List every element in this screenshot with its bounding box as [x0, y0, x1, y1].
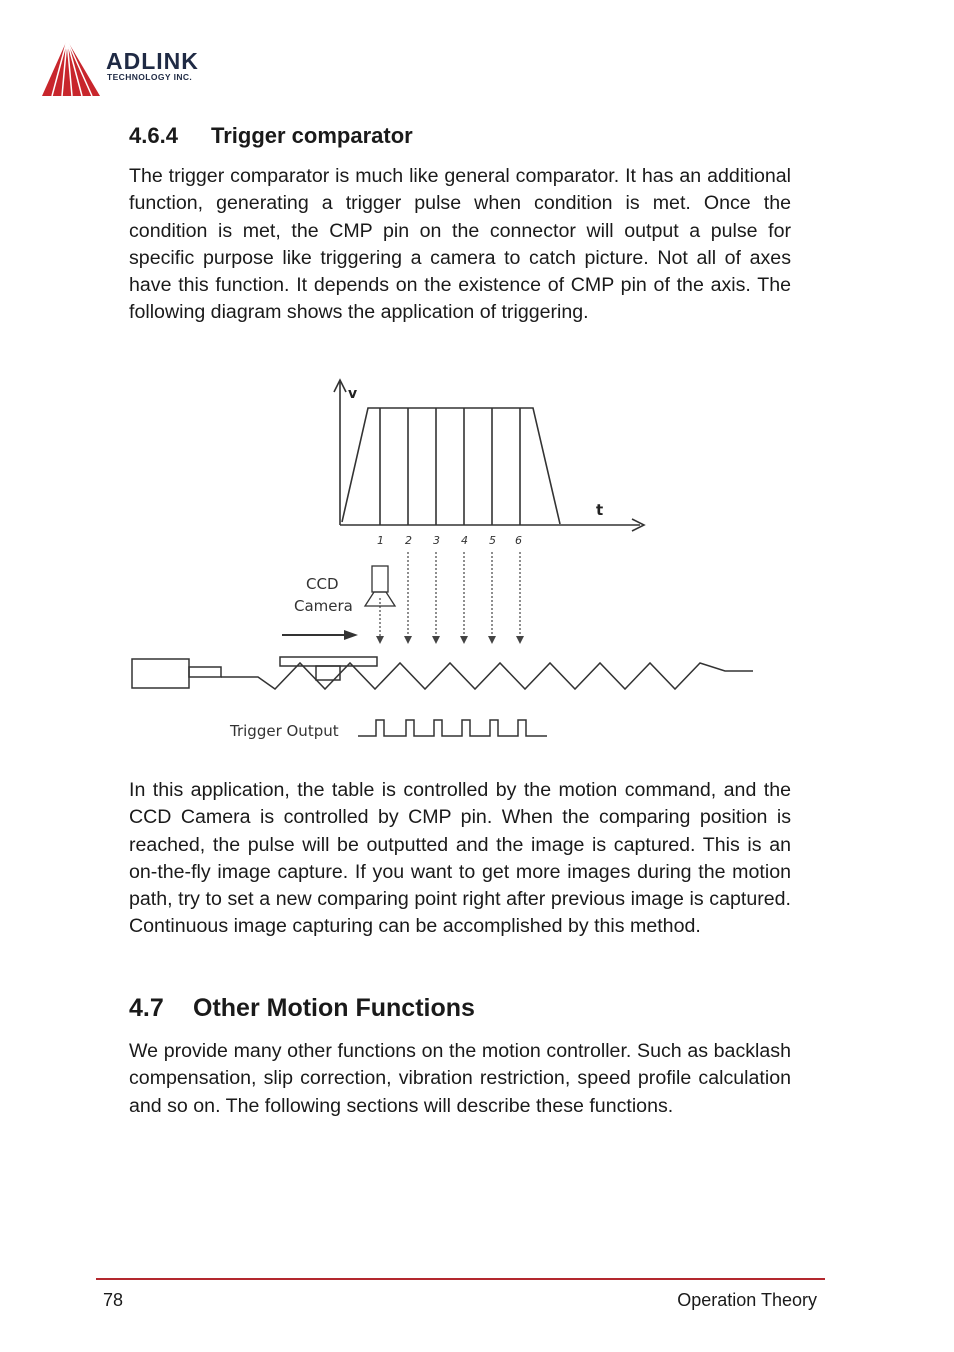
footer-rule [96, 1278, 825, 1280]
lead-screw [221, 663, 753, 689]
adlink-triangle-icon [42, 38, 112, 100]
logo-wordmark: ADLINK [106, 48, 199, 74]
section-title: Other Motion Functions [193, 994, 475, 1022]
table-slide [280, 657, 377, 666]
v-label: v [348, 386, 358, 402]
point-label: 4 [461, 534, 468, 547]
table-direction-arrow [282, 630, 358, 640]
section-number: 4.7 [129, 994, 164, 1022]
logo-tagline: TECHNOLOGY INC. [107, 72, 193, 82]
t-label: t [596, 501, 604, 519]
section-heading-4-7 [129, 994, 475, 1023]
trigger-pulse-train [358, 720, 547, 736]
footer-chapter-title: Operation Theory [677, 1290, 817, 1310]
section-title: Trigger comparator [211, 123, 413, 148]
camera-label-ccd: CCD [306, 575, 339, 593]
point-label: 3 [433, 534, 440, 547]
application-paragraph: In this application, the table is controlled by the motion command, and the CCD Camera is controlled by CMP pin. When the comparing position is reached, the pulse will be outputted and the image is captured. This is an on-the-fly image capture. If you want to get more images during the motion path, try to set a new comparing point right after previous image is captured. Continuous image capturing can be accomplished by this method. [129, 779, 791, 938]
point-label: 5 [489, 534, 496, 547]
other-functions-paragraph: We provide many other functions on the motion controller. Such as backlash compensation, slip correction, vibration restriction, speed profile calculation and so on. The following sections will describe these functions. [129, 1040, 791, 1117]
velocity-profile [342, 408, 560, 524]
motor-block [132, 659, 189, 688]
camera-label-camera: Camera [294, 597, 353, 615]
motor-shaft [189, 667, 221, 677]
trigger-diagram [120, 370, 770, 750]
point-label: 2 [405, 534, 412, 547]
trigger-output-label: Trigger Output [230, 722, 339, 740]
page-number: 78 [103, 1290, 124, 1310]
section-heading-4-6-4 [129, 123, 413, 149]
point-label: 6 [515, 534, 522, 547]
point-label: 1 [377, 534, 384, 547]
section-number: 4.6.4 [129, 123, 178, 148]
intro-paragraph: The trigger comparator is much like general comparator. It has an additional function, generating a trigger pulse when condition is met. Once the condition is met, the CMP pin on the connector will output a pulse for specific purpose like triggering a camera to catch picture. Not all of axes have this function. It depends on the existence of CMP pin of the axis. The following diagram shows the application of triggering. [129, 165, 791, 324]
